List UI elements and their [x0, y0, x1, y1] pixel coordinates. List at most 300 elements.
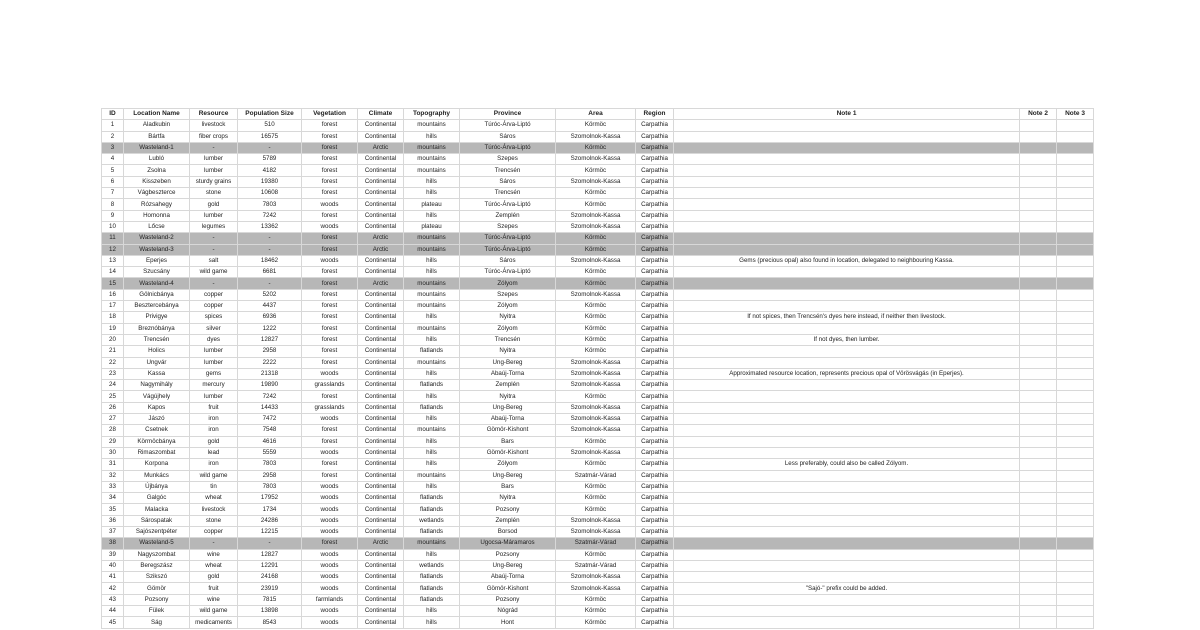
table-cell[interactable]	[674, 447, 1020, 458]
table-cell[interactable]	[1057, 210, 1094, 221]
table-cell[interactable]: Körmöc	[556, 165, 636, 176]
table-cell[interactable]	[1057, 357, 1094, 368]
table-cell[interactable]: Continental	[358, 221, 404, 232]
table-cell[interactable]	[1020, 357, 1057, 368]
table-cell[interactable]: Szikszó	[124, 572, 190, 583]
table-cell[interactable]: 43	[102, 594, 124, 605]
table-cell[interactable]: Carpathia	[636, 199, 674, 210]
table-cell[interactable]: Ung-Bereg	[460, 470, 556, 481]
table-cell[interactable]: 12215	[238, 526, 302, 537]
table-cell[interactable]: Túróc-Árva-Liptó	[460, 233, 556, 244]
table-cell[interactable]: Malacka	[124, 504, 190, 515]
table-cell[interactable]: Borsod	[460, 526, 556, 537]
table-cell[interactable]: -	[190, 538, 238, 549]
table-cell[interactable]: 34	[102, 493, 124, 504]
table-cell[interactable]	[674, 176, 1020, 187]
table-cell[interactable]	[1020, 278, 1057, 289]
table-cell[interactable]: -	[238, 142, 302, 153]
table-cell[interactable]: forest	[302, 165, 358, 176]
table-cell[interactable]: 33	[102, 481, 124, 492]
table-cell[interactable]: Pozsony	[124, 594, 190, 605]
table-cell[interactable]: Continental	[358, 470, 404, 481]
table-cell[interactable]: mountains	[404, 538, 460, 549]
table-cell[interactable]	[674, 538, 1020, 549]
table-cell[interactable]: 5789	[238, 154, 302, 165]
table-cell[interactable]: gold	[190, 436, 238, 447]
table-cell[interactable]: Carpathia	[636, 526, 674, 537]
table-cell[interactable]	[674, 357, 1020, 368]
table-cell[interactable]: Túróc-Árva-Liptó	[460, 199, 556, 210]
table-cell[interactable]: Continental	[358, 334, 404, 345]
table-cell[interactable]: forest	[302, 210, 358, 221]
table-cell[interactable]: Continental	[358, 323, 404, 334]
table-cell[interactable]: Wasteland-2	[124, 233, 190, 244]
table-cell[interactable]: Arctic	[358, 233, 404, 244]
table-cell[interactable]	[1020, 210, 1057, 221]
table-cell[interactable]: Continental	[358, 594, 404, 605]
table-cell[interactable]: Szomolnok-Kassa	[556, 357, 636, 368]
table-cell[interactable]: wine	[190, 594, 238, 605]
table-cell[interactable]: Trencsén	[460, 334, 556, 345]
table-cell[interactable]: Continental	[358, 154, 404, 165]
table-cell[interactable]: Szepes	[460, 221, 556, 232]
table-cell[interactable]: Carpathia	[636, 278, 674, 289]
table-cell[interactable]: forest	[302, 244, 358, 255]
table-cell[interactable]: hills	[404, 176, 460, 187]
table-cell[interactable]: Körmöc	[556, 267, 636, 278]
table-cell[interactable]	[674, 154, 1020, 165]
table-cell[interactable]: 5559	[238, 447, 302, 458]
table-cell[interactable]	[1020, 368, 1057, 379]
table-cell[interactable]: mountains	[404, 357, 460, 368]
column-header[interactable]: Resource	[190, 109, 238, 120]
table-cell[interactable]: hills	[404, 459, 460, 470]
table-cell[interactable]: 44	[102, 606, 124, 617]
table-cell[interactable]: 7242	[238, 391, 302, 402]
table-cell[interactable]	[1057, 244, 1094, 255]
table-cell[interactable]	[674, 188, 1020, 199]
table-cell[interactable]: 7803	[238, 459, 302, 470]
table-cell[interactable]: 38	[102, 538, 124, 549]
table-cell[interactable]: Ung-Bereg	[460, 560, 556, 571]
table-cell[interactable]	[1057, 515, 1094, 526]
table-cell[interactable]: Szomolnok-Kassa	[556, 526, 636, 537]
table-cell[interactable]: Continental	[358, 312, 404, 323]
table-cell[interactable]: Körmöc	[556, 323, 636, 334]
table-cell[interactable]	[674, 131, 1020, 142]
table-cell[interactable]: Zólyom	[460, 301, 556, 312]
table-cell[interactable]: 21318	[238, 368, 302, 379]
table-cell[interactable]: flatlands	[404, 346, 460, 357]
table-cell[interactable]: 41	[102, 572, 124, 583]
table-cell[interactable]: forest	[302, 301, 358, 312]
table-cell[interactable]: Körmöc	[556, 504, 636, 515]
table-cell[interactable]: Galgóc	[124, 493, 190, 504]
table-cell[interactable]: flatlands	[404, 583, 460, 594]
table-cell[interactable]: Körmöc	[556, 391, 636, 402]
table-cell[interactable]: Pozsony	[460, 549, 556, 560]
table-cell[interactable]: 4182	[238, 165, 302, 176]
table-cell[interactable]: 16	[102, 289, 124, 300]
table-cell[interactable]: Continental	[358, 131, 404, 142]
table-cell[interactable]	[1020, 560, 1057, 571]
table-cell[interactable]: Kisszeben	[124, 176, 190, 187]
table-cell[interactable]: Continental	[358, 289, 404, 300]
table-cell[interactable]	[1020, 267, 1057, 278]
table-cell[interactable]: forest	[302, 425, 358, 436]
table-cell[interactable]: 18462	[238, 255, 302, 266]
table-cell[interactable]: Újbánya	[124, 481, 190, 492]
table-cell[interactable]: hills	[404, 414, 460, 425]
table-cell[interactable]	[674, 278, 1020, 289]
table-cell[interactable]: wheat	[190, 560, 238, 571]
table-cell[interactable]	[674, 425, 1020, 436]
table-cell[interactable]: Szomolnok-Kassa	[556, 289, 636, 300]
table-cell[interactable]: woods	[302, 481, 358, 492]
table-cell[interactable]	[1020, 594, 1057, 605]
table-cell[interactable]: 7242	[238, 210, 302, 221]
table-cell[interactable]: lumber	[190, 165, 238, 176]
table-cell[interactable]	[1020, 526, 1057, 537]
table-cell[interactable]: Körmöc	[556, 436, 636, 447]
table-cell[interactable]: lumber	[190, 210, 238, 221]
table-cell[interactable]: forest	[302, 470, 358, 481]
table-cell[interactable]	[674, 549, 1020, 560]
table-cell[interactable]: fruit	[190, 402, 238, 413]
table-cell[interactable]	[1057, 176, 1094, 187]
table-cell[interactable]	[1057, 165, 1094, 176]
table-cell[interactable]: Zemplén	[460, 210, 556, 221]
table-cell[interactable]	[1020, 142, 1057, 153]
table-cell[interactable]: Carpathia	[636, 267, 674, 278]
table-cell[interactable]	[674, 244, 1020, 255]
table-cell[interactable]: Carpathia	[636, 606, 674, 617]
table-cell[interactable]: Zemplén	[460, 380, 556, 391]
table-cell[interactable]	[1057, 414, 1094, 425]
table-cell[interactable]: forest	[302, 436, 358, 447]
table-cell[interactable]: 17	[102, 301, 124, 312]
table-cell[interactable]	[674, 594, 1020, 605]
table-cell[interactable]: Rimaszombat	[124, 447, 190, 458]
table-cell[interactable]: 28	[102, 425, 124, 436]
table-cell[interactable]: Carpathia	[636, 210, 674, 221]
table-cell[interactable]: lumber	[190, 154, 238, 165]
column-header[interactable]: Vegetation	[302, 109, 358, 120]
column-header[interactable]: Note 2	[1020, 109, 1057, 120]
table-cell[interactable]: Trencsén	[460, 165, 556, 176]
table-cell[interactable]: 4616	[238, 436, 302, 447]
table-cell[interactable]: 23	[102, 368, 124, 379]
table-cell[interactable]: lumber	[190, 391, 238, 402]
table-cell[interactable]: Continental	[358, 436, 404, 447]
table-cell[interactable]: Continental	[358, 459, 404, 470]
table-cell[interactable]: Körmöc	[556, 120, 636, 131]
table-cell[interactable]	[674, 142, 1020, 153]
table-cell[interactable]: Continental	[358, 165, 404, 176]
table-cell[interactable]	[1057, 289, 1094, 300]
table-cell[interactable]	[1057, 142, 1094, 153]
table-cell[interactable]: woods	[302, 493, 358, 504]
table-cell[interactable]: woods	[302, 515, 358, 526]
table-cell[interactable]: Körmöc	[556, 334, 636, 345]
table-cell[interactable]: Pozsony	[460, 594, 556, 605]
table-cell[interactable]: hills	[404, 617, 460, 628]
table-cell[interactable]: lumber	[190, 346, 238, 357]
table-cell[interactable]	[1020, 233, 1057, 244]
table-cell[interactable]	[674, 165, 1020, 176]
table-cell[interactable]: grasslands	[302, 402, 358, 413]
table-cell[interactable]: 45	[102, 617, 124, 628]
table-cell[interactable]: Continental	[358, 210, 404, 221]
table-cell[interactable]	[674, 470, 1020, 481]
table-cell[interactable]: Túróc-Árva-Liptó	[460, 267, 556, 278]
table-cell[interactable]: 32	[102, 470, 124, 481]
table-cell[interactable]	[1057, 436, 1094, 447]
table-cell[interactable]	[1020, 504, 1057, 515]
table-cell[interactable]	[674, 617, 1020, 628]
table-cell[interactable]: flatlands	[404, 504, 460, 515]
table-cell[interactable]: Körmöc	[556, 617, 636, 628]
table-cell[interactable]: 37	[102, 526, 124, 537]
table-cell[interactable]: -	[190, 142, 238, 153]
table-cell[interactable]: Carpathia	[636, 357, 674, 368]
table-cell[interactable]	[1057, 154, 1094, 165]
table-cell[interactable]: 14433	[238, 402, 302, 413]
table-cell[interactable]: flatlands	[404, 572, 460, 583]
table-cell[interactable]: hills	[404, 447, 460, 458]
table-cell[interactable]: Beregszász	[124, 560, 190, 571]
table-cell[interactable]: mountains	[404, 425, 460, 436]
table-cell[interactable]: livestock	[190, 504, 238, 515]
table-cell[interactable]	[1020, 414, 1057, 425]
table-cell[interactable]: mountains	[404, 233, 460, 244]
table-cell[interactable]: Carpathia	[636, 244, 674, 255]
table-cell[interactable]: 7	[102, 188, 124, 199]
table-cell[interactable]: Gölnicbánya	[124, 289, 190, 300]
table-cell[interactable]: Carpathia	[636, 459, 674, 470]
table-cell[interactable]	[1020, 391, 1057, 402]
table-cell[interactable]: Szomolnok-Kassa	[556, 425, 636, 436]
table-cell[interactable]: Nyitra	[460, 346, 556, 357]
table-cell[interactable]: spices	[190, 312, 238, 323]
table-cell[interactable]	[674, 606, 1020, 617]
table-cell[interactable]	[674, 210, 1020, 221]
table-cell[interactable]: Sajószentpéter	[124, 526, 190, 537]
table-cell[interactable]: Kassa	[124, 368, 190, 379]
table-cell[interactable]: Trencsén	[124, 334, 190, 345]
table-cell[interactable]	[1020, 289, 1057, 300]
table-cell[interactable]: hills	[404, 210, 460, 221]
table-cell[interactable]: Túróc-Árva-Liptó	[460, 244, 556, 255]
table-cell[interactable]: fruit	[190, 583, 238, 594]
table-cell[interactable]: fiber crops	[190, 131, 238, 142]
table-cell[interactable]: 24286	[238, 515, 302, 526]
table-cell[interactable]: Approximated resource location, represents precious opal of Vörösvágás (in Eperjes).	[674, 368, 1020, 379]
table-cell[interactable]: forest	[302, 289, 358, 300]
table-cell[interactable]: Continental	[358, 380, 404, 391]
table-cell[interactable]: Abaúj-Torna	[460, 368, 556, 379]
table-cell[interactable]: Nagyszombat	[124, 549, 190, 560]
table-cell[interactable]	[1057, 493, 1094, 504]
table-cell[interactable]: 27	[102, 414, 124, 425]
table-cell[interactable]: Szomolnok-Kassa	[556, 414, 636, 425]
table-cell[interactable]	[1057, 459, 1094, 470]
table-cell[interactable]	[1020, 447, 1057, 458]
table-cell[interactable]: Carpathia	[636, 380, 674, 391]
table-cell[interactable]: Kapos	[124, 402, 190, 413]
table-cell[interactable]: Körmöc	[556, 142, 636, 153]
table-cell[interactable]: Privigye	[124, 312, 190, 323]
table-cell[interactable]: woods	[302, 572, 358, 583]
table-cell[interactable]: forest	[302, 334, 358, 345]
table-cell[interactable]: Carpathia	[636, 368, 674, 379]
table-cell[interactable]: Continental	[358, 255, 404, 266]
table-cell[interactable]: Zólyom	[460, 278, 556, 289]
table-cell[interactable]	[674, 199, 1020, 210]
table-cell[interactable]: 9	[102, 210, 124, 221]
table-cell[interactable]	[674, 289, 1020, 300]
table-cell[interactable]: mountains	[404, 470, 460, 481]
table-cell[interactable]: flatlands	[404, 380, 460, 391]
table-cell[interactable]: Arctic	[358, 278, 404, 289]
table-cell[interactable]: Continental	[358, 504, 404, 515]
column-header[interactable]: Topography	[404, 109, 460, 120]
table-cell[interactable]: Continental	[358, 357, 404, 368]
table-cell[interactable]: 39	[102, 549, 124, 560]
table-cell[interactable]: Carpathia	[636, 312, 674, 323]
table-cell[interactable]: woods	[302, 221, 358, 232]
table-cell[interactable]: -	[190, 244, 238, 255]
table-cell[interactable]: -	[190, 233, 238, 244]
table-cell[interactable]: Szomolnok-Kassa	[556, 255, 636, 266]
table-cell[interactable]	[1020, 436, 1057, 447]
column-header[interactable]: Note 1	[674, 109, 1020, 120]
table-cell[interactable]: lumber	[190, 357, 238, 368]
table-cell[interactable]: 510	[238, 120, 302, 131]
table-cell[interactable]: Arctic	[358, 538, 404, 549]
table-cell[interactable]: Körmöc	[556, 233, 636, 244]
table-cell[interactable]	[1020, 301, 1057, 312]
table-cell[interactable]: stone	[190, 188, 238, 199]
table-cell[interactable]: 7803	[238, 481, 302, 492]
table-cell[interactable]: wild game	[190, 267, 238, 278]
table-cell[interactable]: -	[238, 244, 302, 255]
table-cell[interactable]: copper	[190, 289, 238, 300]
table-cell[interactable]: Carpathia	[636, 515, 674, 526]
table-cell[interactable]: Continental	[358, 572, 404, 583]
table-cell[interactable]: Carpathia	[636, 221, 674, 232]
table-cell[interactable]	[1020, 606, 1057, 617]
table-cell[interactable]: Carpathia	[636, 481, 674, 492]
table-cell[interactable]: Carpathia	[636, 120, 674, 131]
table-cell[interactable]	[1020, 583, 1057, 594]
table-cell[interactable]	[1057, 188, 1094, 199]
table-cell[interactable]: 10608	[238, 188, 302, 199]
table-cell[interactable]: Lőcse	[124, 221, 190, 232]
table-cell[interactable]	[1057, 221, 1094, 232]
table-cell[interactable]: Continental	[358, 368, 404, 379]
table-cell[interactable]: Szatmár-Várad	[556, 470, 636, 481]
table-cell[interactable]: 7815	[238, 594, 302, 605]
table-cell[interactable]: 35	[102, 504, 124, 515]
table-cell[interactable]: 2958	[238, 346, 302, 357]
table-cell[interactable]: gold	[190, 199, 238, 210]
table-cell[interactable]: 13	[102, 255, 124, 266]
table-cell[interactable]: Nógrád	[460, 606, 556, 617]
table-cell[interactable]: Carpathia	[636, 583, 674, 594]
table-cell[interactable]: Carpathia	[636, 255, 674, 266]
table-cell[interactable]: If not spices, then Trencsén's dyes here instead, if neither then livestock.	[674, 312, 1020, 323]
table-cell[interactable]: 10	[102, 221, 124, 232]
table-cell[interactable]	[1057, 402, 1094, 413]
table-cell[interactable]: Continental	[358, 481, 404, 492]
table-cell[interactable]: forest	[302, 267, 358, 278]
table-cell[interactable]: 7472	[238, 414, 302, 425]
table-cell[interactable]	[674, 515, 1020, 526]
table-cell[interactable]: 26	[102, 402, 124, 413]
table-cell[interactable]: Szucsány	[124, 267, 190, 278]
table-cell[interactable]: Gömör-Kishont	[460, 425, 556, 436]
table-cell[interactable]: hills	[404, 312, 460, 323]
table-cell[interactable]: 6681	[238, 267, 302, 278]
table-cell[interactable]: Carpathia	[636, 131, 674, 142]
table-cell[interactable]: Carpathia	[636, 493, 674, 504]
column-header[interactable]: Population Size	[238, 109, 302, 120]
table-cell[interactable]: 23919	[238, 583, 302, 594]
table-cell[interactable]: forest	[302, 323, 358, 334]
table-cell[interactable]: 25	[102, 391, 124, 402]
table-cell[interactable]: Continental	[358, 414, 404, 425]
table-cell[interactable]: hills	[404, 481, 460, 492]
table-cell[interactable]: flatlands	[404, 402, 460, 413]
table-cell[interactable]: Less preferably, could also be called Zólyom.	[674, 459, 1020, 470]
table-cell[interactable]: 5202	[238, 289, 302, 300]
table-cell[interactable]: Carpathia	[636, 301, 674, 312]
table-cell[interactable]: mountains	[404, 244, 460, 255]
table-cell[interactable]: hills	[404, 606, 460, 617]
table-cell[interactable]	[674, 391, 1020, 402]
table-cell[interactable]	[1057, 301, 1094, 312]
table-cell[interactable]: 12827	[238, 549, 302, 560]
table-cell[interactable]: Carpathia	[636, 504, 674, 515]
column-header[interactable]: ID	[102, 109, 124, 120]
column-header[interactable]: Area	[556, 109, 636, 120]
table-cell[interactable]	[1057, 199, 1094, 210]
table-cell[interactable]: lead	[190, 447, 238, 458]
table-cell[interactable]: wetlands	[404, 560, 460, 571]
table-cell[interactable]: Continental	[358, 447, 404, 458]
table-cell[interactable]	[1057, 346, 1094, 357]
table-cell[interactable]: Nagymihály	[124, 380, 190, 391]
table-cell[interactable]: plateau	[404, 199, 460, 210]
table-cell[interactable]: hills	[404, 334, 460, 345]
table-cell[interactable]: Carpathia	[636, 176, 674, 187]
table-cell[interactable]	[674, 233, 1020, 244]
table-cell[interactable]: Körmöc	[556, 199, 636, 210]
table-cell[interactable]: Wasteland-3	[124, 244, 190, 255]
table-cell[interactable]: Lubló	[124, 154, 190, 165]
table-cell[interactable]: mountains	[404, 142, 460, 153]
table-cell[interactable]	[674, 493, 1020, 504]
table-cell[interactable]: Continental	[358, 515, 404, 526]
table-cell[interactable]: Sáros	[460, 131, 556, 142]
table-cell[interactable]	[1057, 323, 1094, 334]
table-cell[interactable]: forest	[302, 131, 358, 142]
table-cell[interactable]: 11	[102, 233, 124, 244]
table-cell[interactable]: Besztercebánya	[124, 301, 190, 312]
table-cell[interactable]: Ungvár	[124, 357, 190, 368]
table-cell[interactable]: Körmöc	[556, 188, 636, 199]
